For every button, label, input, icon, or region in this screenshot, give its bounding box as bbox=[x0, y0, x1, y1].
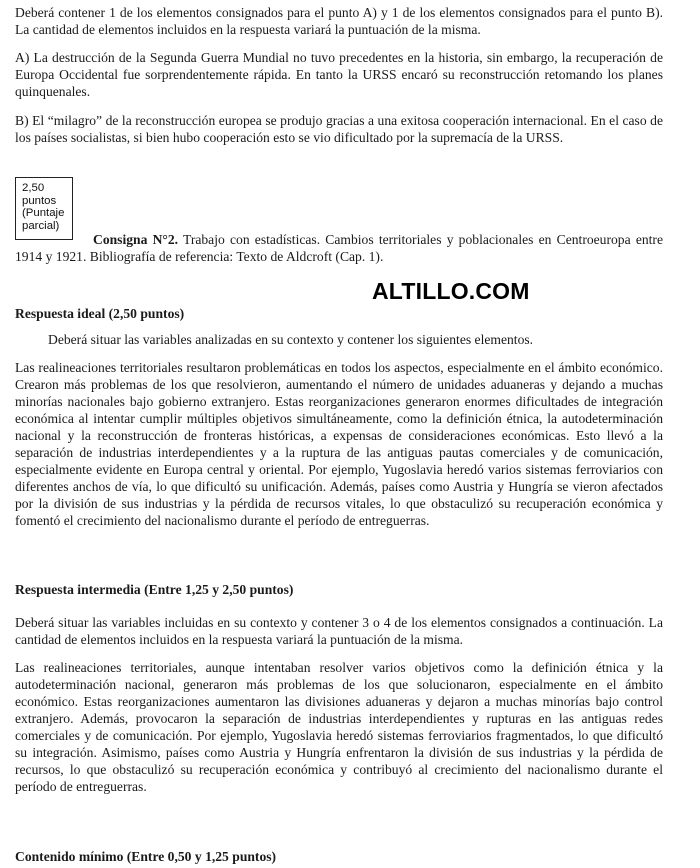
watermark-logo: ALTILLO.COM bbox=[372, 278, 530, 304]
score-note-1: (Puntaje bbox=[22, 207, 65, 220]
intermedia-heading: Respuesta intermedia (Entre 1,25 y 2,50 puntos) bbox=[15, 582, 294, 597]
consigna-label: Consigna N°2. bbox=[93, 232, 179, 247]
consigna-paragraph bbox=[15, 231, 663, 265]
intermedia-body: Las realineaciones territoriales, aunque intentaban resolver varios objetivos como la definición étnica y la autodeterminación nacional, generaron más problemas de los que solucionaron, especialmente en el ámbito económico. Estas reorganizaciones aumentaron las divisiones aduaneras y dejaron a muchas minorías bajo control extranjero. Además, provocaron la separación de industrias interdependientes y rupturas en las antiguas redes comerciales y de comunicación. Por ejemplo, Yugoslavia heredó sistemas ferroviarios fragmentados, lo que dificultó su integración. Asimismo, países como Austria y Hungría enfrentaron la división de sus industrias y la pérdida de recursos, lo que obstaculizó su recuperación económica y contribuyó al crecimiento del nacionalismo durante el período de entreguerras. bbox=[15, 660, 663, 794]
intro-paragraph: Deberá contener 1 de los elementos consignados para el punto A) y 1 de los elementos consignados para el punto B). La cantidad de elementos incluidos en la respuesta variará la puntuación de la misma. bbox=[15, 5, 663, 37]
ideal-lead: Deberá situar las variables analizadas en su contexto y contener los siguientes elementos. bbox=[48, 332, 534, 347]
ideal-body: Las realineaciones territoriales resultaron problemáticas en todos los aspectos, especialmente en el ámbito económico. Crearon más problemas de los que resolvieron, aumentando el número de unidades aduaneras y dejando a muchas minorías nacionales bajo gobierno extranjero. Estas reorganizaciones generaron enormes dificultades de integración económica al intentar cumplir múltiples objetivos simultáneamente, como la definición étnica, la autodeterminación nacional y la reconstrucción de fronteras históricas, a expensas de consideraciones económicas. Esto llevó a la separación de industrias interdependientes y a la ruptura de las antiguas pautas comerciales y de comunicación, especialmente evidente en Europa central y oriental. Por ejemplo, Yugoslavia heredó varios sistemas ferroviarios con diferentes anchos de vía, lo que dificultó su unificación. Además, países como Austria y Hungría se vieron afectados por la división de sus industrias y la pérdida de recursos vitales, lo que obstaculizó su recuperación económica y fomentó el crecimiento del nacionalismo durante el período de entreguerras. bbox=[15, 360, 663, 528]
minimo-heading: Contenido mínimo (Entre 0,50 y 1,25 puntos) bbox=[15, 849, 277, 864]
score-note-2: parcial) bbox=[22, 219, 60, 232]
item-a-paragraph: A) La destrucción de la Segunda Guerra Mundial no tuvo precedentes en la historia, sin embargo, la recuperación de Europa Occidental fue sorprendentemente rápida. En tanto la URSS encaró su reconstrucción retomando los planes quinquenales. bbox=[15, 50, 663, 99]
item-b-paragraph: B) El “milagro” de la reconstrucción europea se produjo gracias a una exitosa cooperación internacional. En el caso de los países socialistas, si bien hubo cooperación esto se vio dificultado por la supremacía de la URSS. bbox=[15, 113, 663, 145]
consigna-text: Trabajo con estadísticas. Cambios territoriales y poblacionales en Centroeuropa entre 1914 y 1921. Bibliografía de referencia: Texto de Aldcroft (Cap. 1). bbox=[15, 232, 663, 264]
score-value: 2,50 bbox=[22, 182, 45, 194]
intermedia-lead: Deberá situar las variables incluidas en su contexto y contener 3 o 4 de los elementos consignados a continuación. La cantidad de elementos incluidos en la respuesta variará la puntuación de la misma. bbox=[15, 615, 663, 647]
ideal-heading: Respuesta ideal (2,50 puntos) bbox=[15, 306, 185, 321]
score-unit: puntos bbox=[22, 194, 57, 207]
